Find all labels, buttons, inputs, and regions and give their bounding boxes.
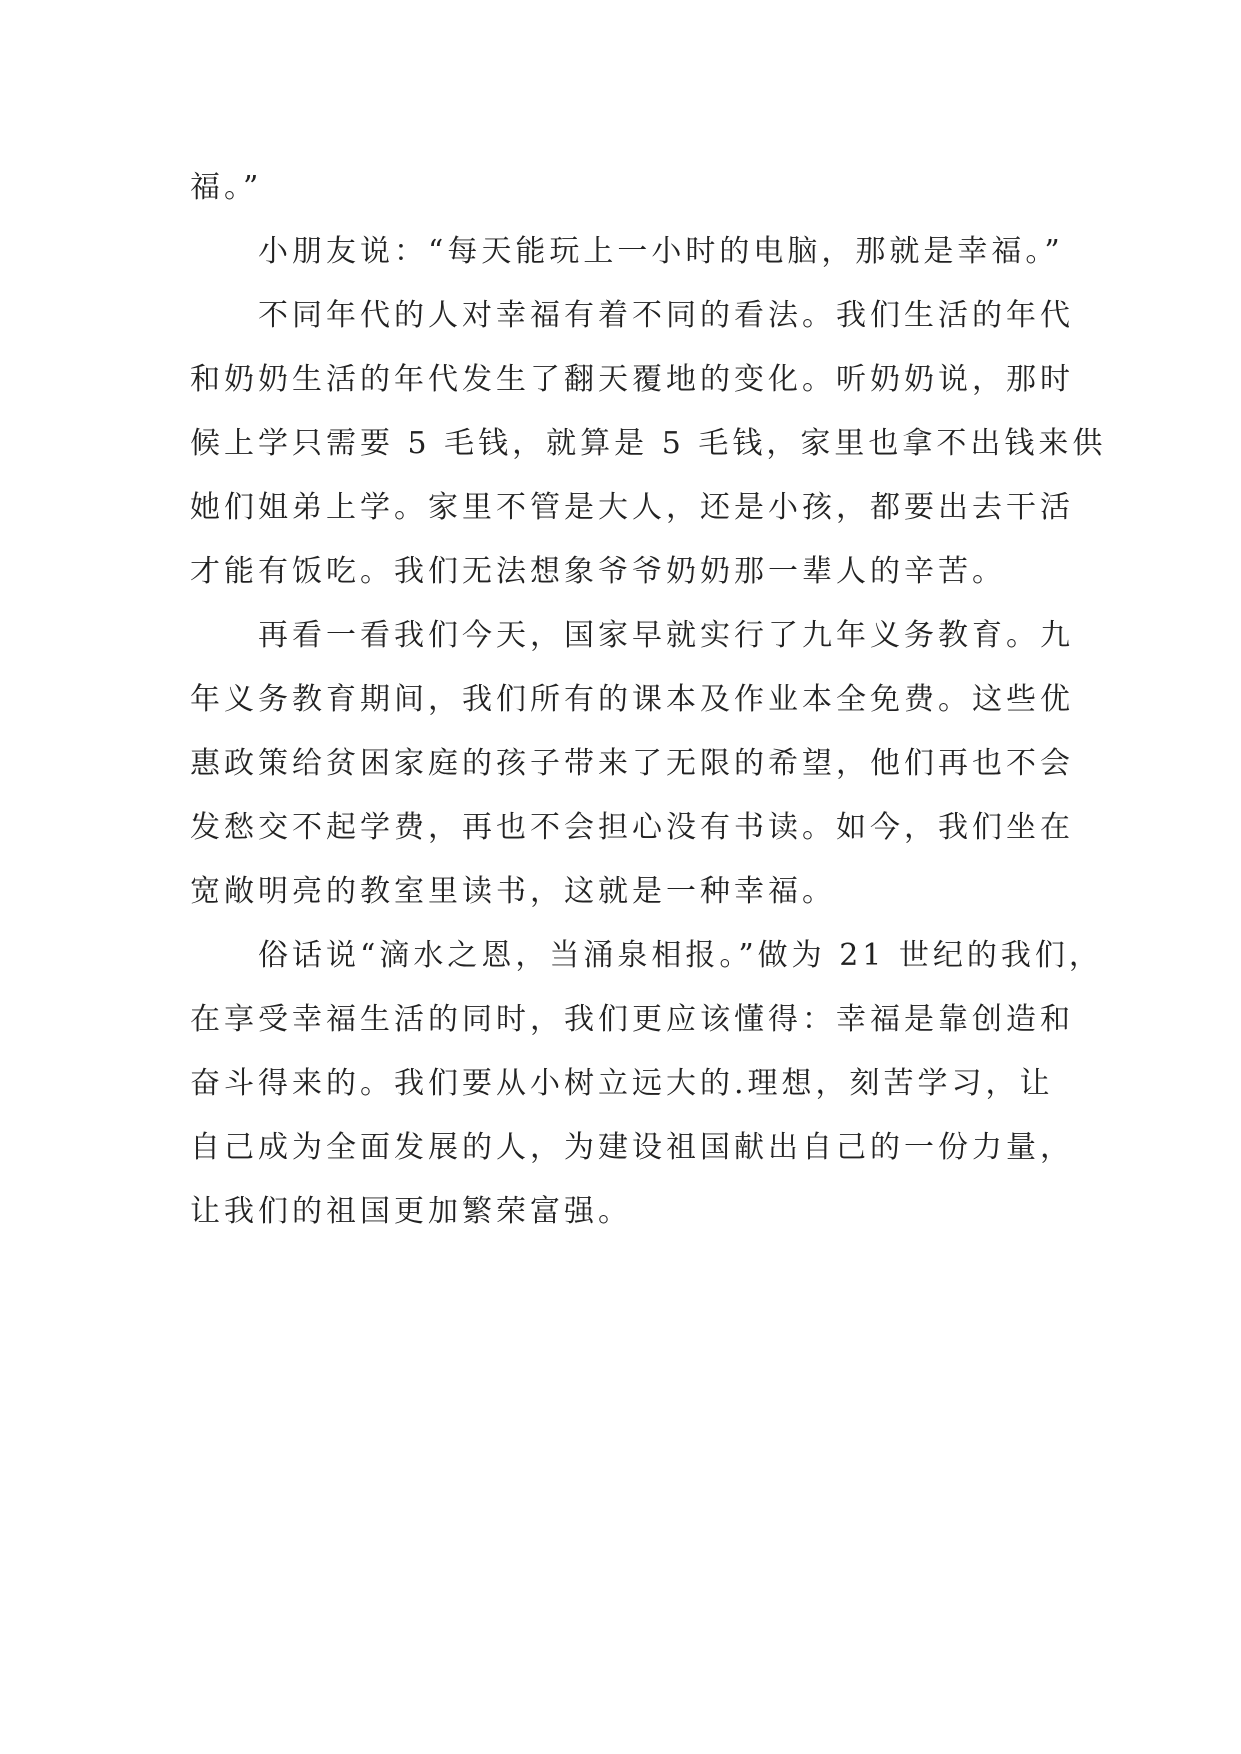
text-line: 宽敞明亮的教室里读书，这就是一种幸福。 — [190, 874, 836, 909]
text-line: 让我们的祖国更加繁荣富强。 — [190, 1194, 632, 1229]
text-line: 自己成为全面发展的人，为建设祖国献出自己的一份力量， — [190, 1130, 1074, 1165]
text-line: 和奶奶生活的年代发生了翻天覆地的变化。听奶奶说，那时 — [190, 362, 1074, 397]
text-line: 才能有饭吃。我们无法想象爷爷奶奶那一辈人的辛苦。 — [190, 554, 1006, 589]
text-line: 发愁交不起学费，再也不会担心没有书读。如今，我们坐在 — [190, 810, 1074, 845]
text-line: 在享受幸福生活的同时，我们更应该懂得：幸福是靠创造和 — [190, 1002, 1074, 1037]
text-line: 再看一看我们今天，国家早就实行了九年义务教育。九 — [190, 618, 1074, 653]
essay-body — [190, 156, 1107, 1244]
text-line: 候上学只需要 5 毛钱，就算是 5 毛钱，家里也拿不出钱来供 — [190, 426, 1107, 461]
text-line: 她们姐弟上学。家里不管是大人，还是小孩，都要出去干活 — [190, 490, 1074, 525]
text-line: 福。” — [190, 170, 263, 205]
text-line: 奋斗得来的。我们要从小树立远大的.理想，刻苦学习，让 — [190, 1066, 1054, 1101]
text-line: 年义务教育期间，我们所有的课本及作业本全免费。这些优 — [190, 682, 1074, 717]
text-line: 惠政策给贫困家庭的孩子带来了无限的希望，他们再也不会 — [190, 746, 1074, 781]
text-line: 小朋友说：“每天能玩上一小时的电脑，那就是幸福。” — [190, 234, 1064, 269]
text-line: 俗话说“滴水之恩，当涌泉相报。”做为 21 世纪的我们， — [190, 938, 1103, 973]
text-line: 不同年代的人对幸福有着不同的看法。我们生活的年代 — [190, 298, 1074, 333]
